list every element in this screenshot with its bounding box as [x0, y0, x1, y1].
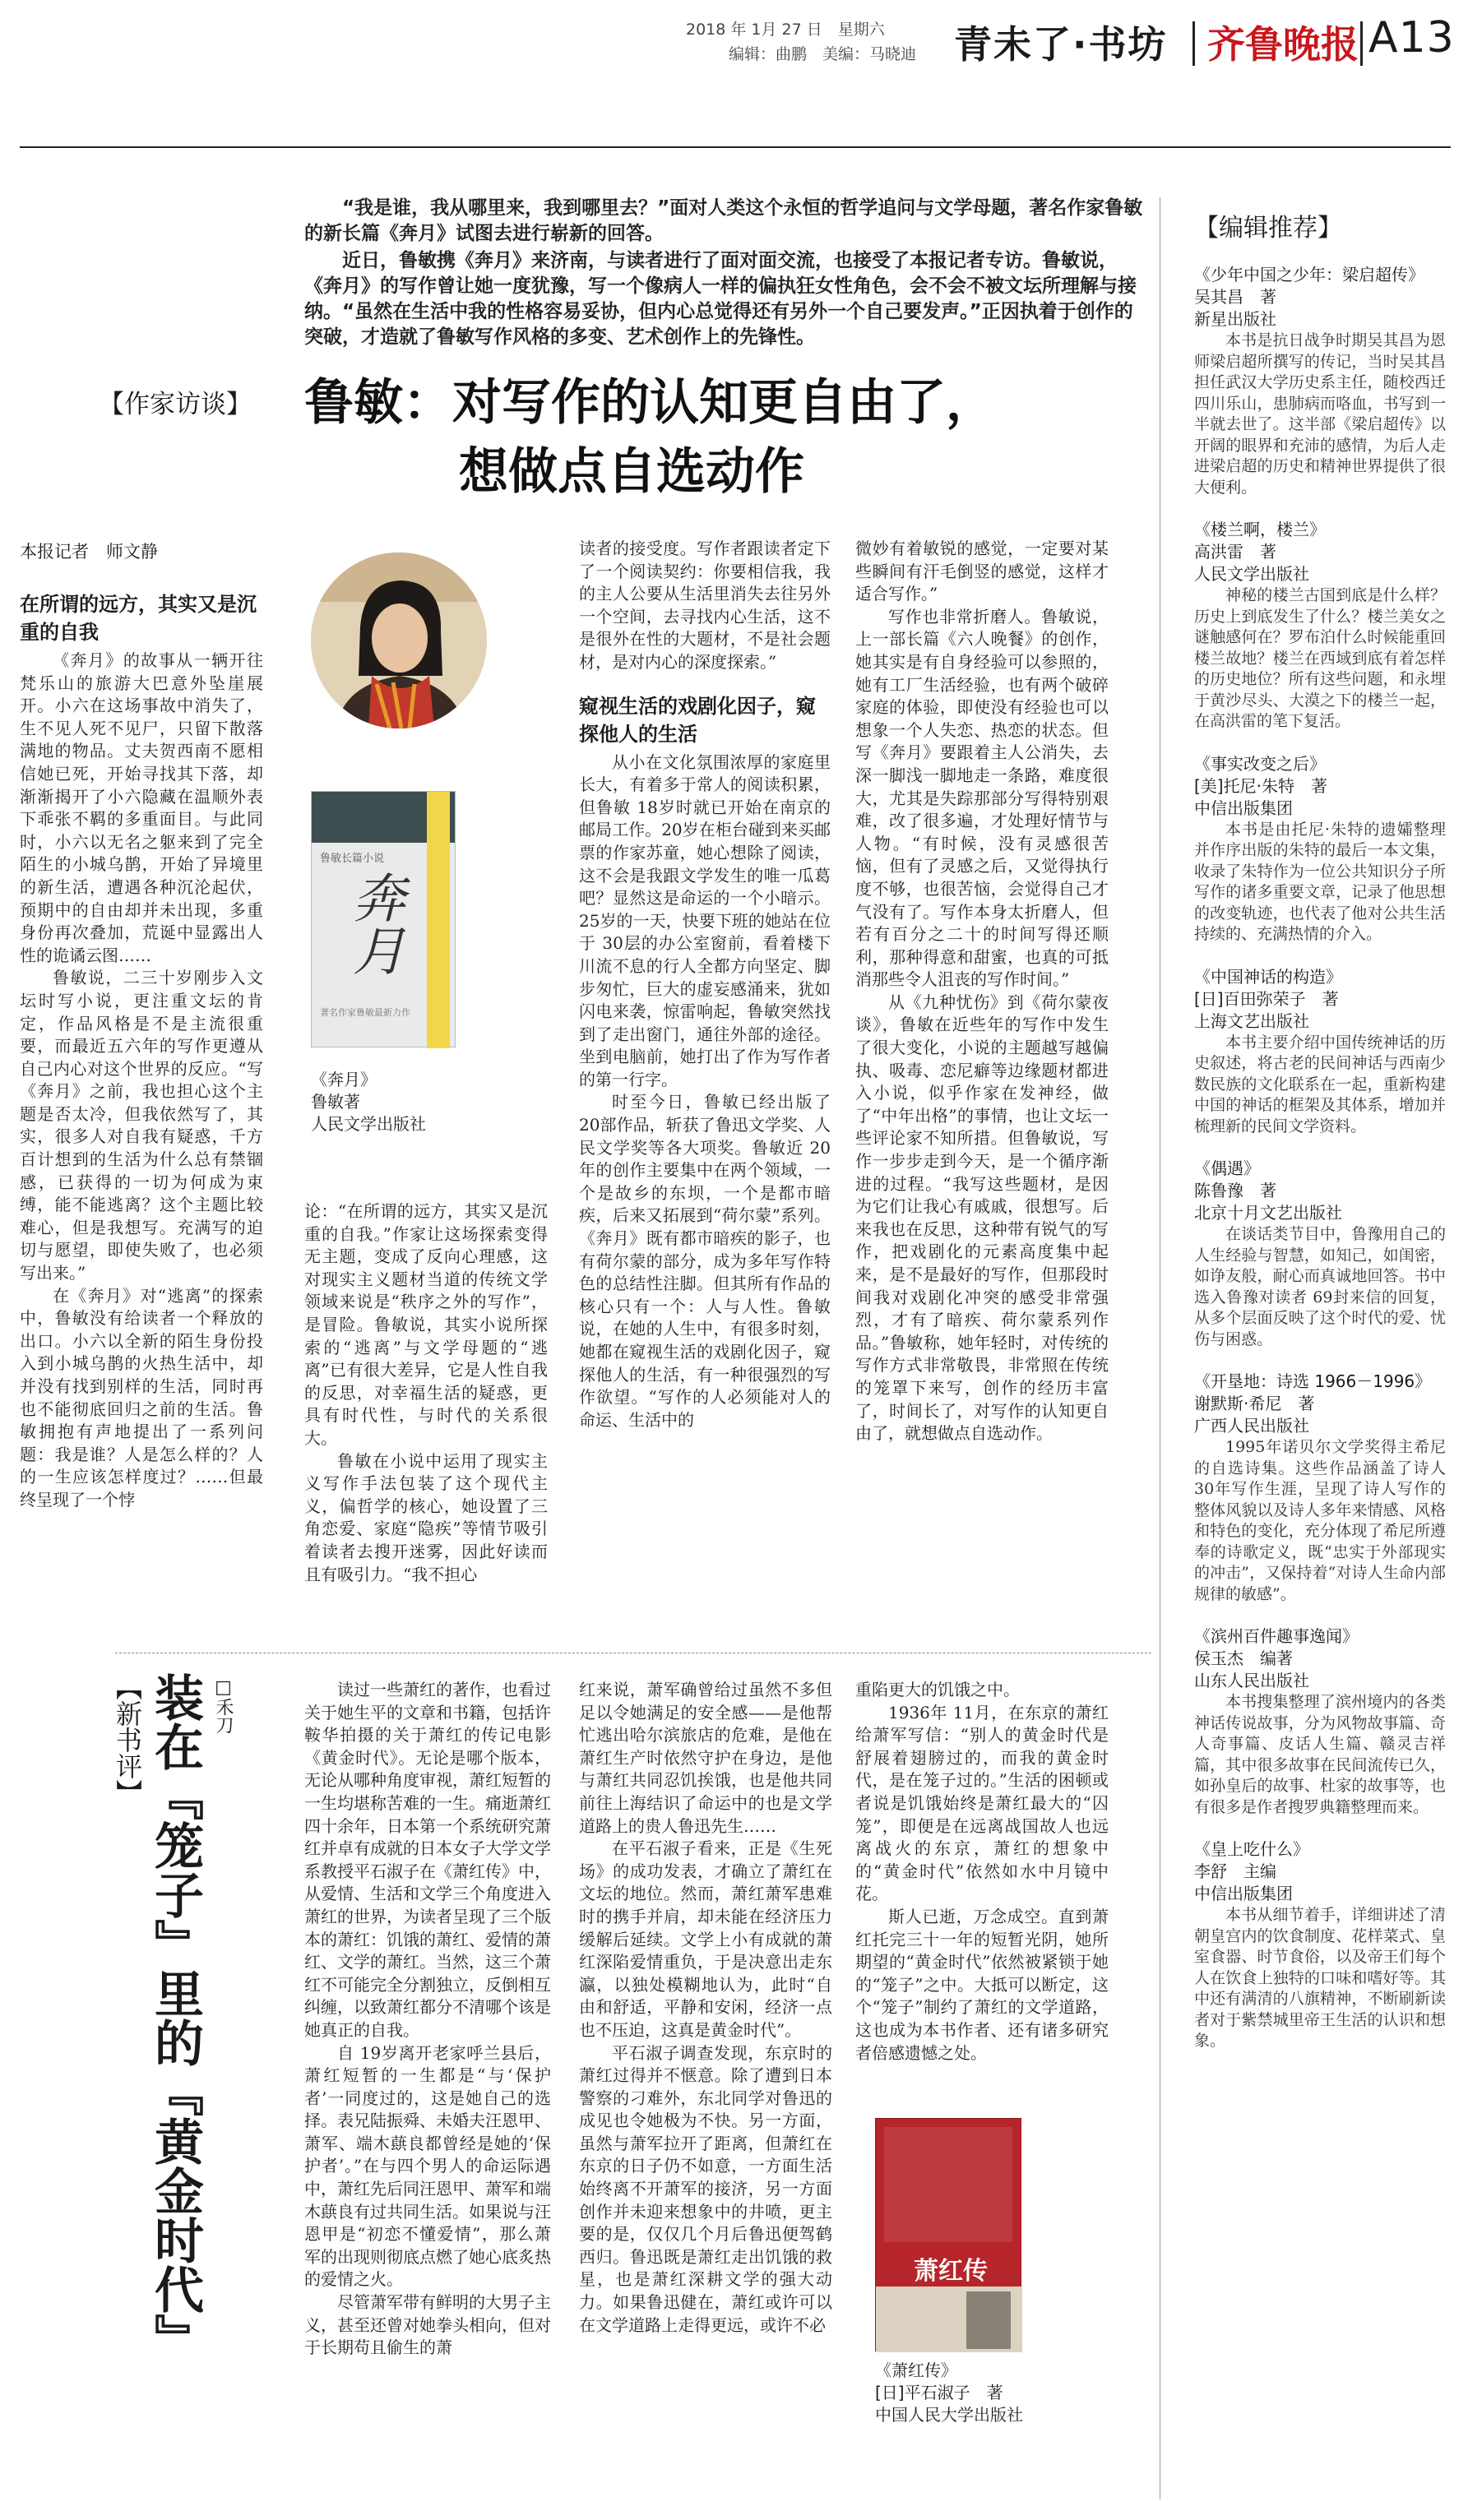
body-paragraph: 在平石淑子看来，正是《生死场》的成功发表，才确立了萧红在文坛的地位。然而，萧红萧军患难时的携手并肩，却未能在经济压力缓解后延续。文学上小有成就的萧红深陷爱情重负，于是决意出走东瀛，以独处模糊地认为，此时“自由和舒适，平静和安闲，经济一点也不压迫，这真是黄金时代”。	[579, 1838, 832, 2040]
book-caption	[875, 2360, 1023, 2426]
recommend-item	[1194, 263, 1446, 498]
body-paragraph: 重陷更大的饥饿之中。	[855, 1680, 1020, 1699]
cover-title: 奔月	[344, 871, 405, 976]
recommend-title: 《楼兰啊，楼兰》	[1194, 520, 1326, 539]
recommend-summary: 本书搜集整理了滨州境内的各类神话传说故事，分为风物故事篇、奇人奇事篇、皮话人生篇、赣灵吉祥篇，其中很多故事在民间流传已久，如孙皇后的故事、杜家的故事等，也有很多是作者搜罗典籍整理而来。	[1194, 1693, 1446, 1816]
interview-section-tag: 【作家访谈】	[99, 390, 252, 419]
recommend-item	[1194, 965, 1446, 1138]
interview-column-3	[579, 538, 831, 1431]
cover-note: 著名作家鲁敏最新力作	[320, 1007, 410, 1018]
recommend-title: 《中国神话的构造》	[1194, 966, 1342, 987]
recommend-summary: 1995年诺贝尔文学奖得主希尼的自选诗集。这些作品涵盖了诗人 30年写作生涯，呈现了诗人写作的整体风貌以及诗人多年来情感、风格和特色的变化，充分体现了希尼所遵奉的诗歌定义，既“忠实于外部现实的冲击”，又保持着“对诗人生命内部规律的敏感”。	[1194, 1438, 1446, 1603]
body-paragraph: 写作也非常折磨人。鲁敏说，上一部长篇《六人晚餐》的创作，她其实是有自身经验可以参照的，她有工厂生活经验，也有两个破碎家庭的体验，即使没有经验也可以想象一个人失恋、热恋的状态。但写《奔月》要跟着主人公消失，去深一脚浅一脚地走一条路，难度很大，尤其是失踪那部分写得特别艰难，改了很多遍，才处理好情节与人物。“有时候，没有灵感很苦恼，但有了灵感之后，又觉得执行度不够，也很苦恼，会觉得自己才气没有了。写作本身太折磨人，但若有百分之二十的时间写得还顺利，那种得意和甜蜜，也真的可抵消那些令人沮丧的写作时间。”	[855, 606, 1109, 990]
recommend-publisher: 人民文学出版社	[1194, 564, 1309, 584]
recommend-author: 谢默斯·希尼 著	[1194, 1394, 1315, 1413]
review-column-2	[579, 1679, 832, 2337]
body-paragraph: 微妙有着敏锐的感觉，一定要对某些瞬间有汗毛倒竖的感觉，这样才适合写作。”	[855, 539, 1109, 604]
headline-line: 想做点自选动作	[459, 443, 804, 501]
body-paragraph: 平石淑子调查发现，东京时的萧红过得并不惬意。除了遭到日本警察的刁难外，东北同学对鲁迅的成见也令她极为不快。另一方面，虽然与萧军拉开了距离，但萧红在东京的日子仍不如意，一方面生活始终离不开萧军的接济，另一方面创作并未迎来想象中的井喷，更主要的是，仅仅几个月后鲁迅便驾鹤西归。鲁迅既是萧红走出饥饿的救星，也是萧红深耕文学的强大动力。如果鲁迅健在，萧红或许可以在文学道路上走得更远，或许不必	[579, 2042, 832, 2335]
recommend-item	[1194, 1625, 1446, 1818]
recommend-summary: 本书从细节着手，详细讲述了清朝皇宫内的饮食制度、花样菜式、皇室食器、时节食俗，以及帝王们每个人在饮食上独特的口味和嗜好等。其中还有满清的八旗精神，不断刷新读者对于紫禁城里帝王生活的认识和想象。	[1194, 1906, 1446, 2050]
recommend-item	[1194, 518, 1446, 733]
recommend-list	[1194, 263, 1446, 2072]
book-publisher: 人民文学出版社	[311, 1114, 426, 1134]
body-paragraph: 《奔月》的故事从一辆开往梵乐山的旅游大巴意外坠崖展开。小六在这场事故中消失了，生不见人死不见尸，只留下散落满地的物品。丈夫贺西南不愿相信她已死，开始寻找其下落，却渐渐揭开了小六隐藏在温顺外表下乖张不羁的多重面目。与此同时，小六以无名之躯来到了完全陌生的小城乌鹊，开始了异境里的新生活，遭遇各种沉沦起伏，预期中的自由却并未出现，多重身份再次叠加，荒诞中显露出人性的诡谲云图……	[20, 650, 263, 965]
body-paragraph: 时至今日，鲁敏已经出版了 20部作品，斩获了鲁迅文学奖、人民文学奖等各大项奖。鲁敏近 20年的创作主要集中在两个领域，一个是故乡的东坝，一个是都市暗疾，后来又拓展到“荷尔蒙”系列。《奔月》既有都市暗疾的影子，也有荷尔蒙的部分，成为多年写作特色的总结性注脚。但其所有作品的核心只有一个：人与人性。鲁敏说，在她的人生中，有很多时刻，她都在窥视生活的戏剧化因子，窥探他人的生活，有一种很强烈的写作欲望。“写作的人必须能对人的命运、生活中的	[579, 1092, 831, 1430]
review-headline: 装在『笼子』里的『黄金时代』	[146, 1672, 204, 2363]
header-rule	[20, 146, 1451, 148]
subheading: 在所谓的远方，其实又是沉重的自我	[20, 593, 257, 644]
newspaper-brand: 齐鲁晚报	[1207, 22, 1359, 67]
recommend-publisher: 中信出版集团	[1194, 798, 1293, 818]
review-column-1	[304, 1679, 551, 2360]
recommend-title: 《皇上吃什么》	[1194, 1839, 1309, 1859]
recommend-publisher: 新星出版社	[1194, 309, 1276, 329]
recommend-author: [美]托尼·朱特 著	[1194, 775, 1327, 796]
recommend-title: 《事实改变之后》	[1194, 753, 1326, 774]
header-divider	[1360, 21, 1363, 66]
body-paragraph: 读过一些萧红的著作，也看过关于她生平的文章和书籍，包括许鞍华拍摄的关于萧红的传记电影《黄金时代》。无论是哪个版本，无论从哪种角度审视，萧红短暂的一生均堪称苦难的一生。痛逝萧红四十余年，日本第一个系统研究萧红并卓有成就的日本女子大学文学系教授平石淑子在《萧红传》中，从爱情、生活和文学三个角度进入萧红的世界，为读者呈现了三个版本的萧红：饥饿的萧红、爱情的萧红、文学的萧红。当然，这三个萧红不可能完全分割独立，反倒相互纠缠，以致萧红都分不清哪个该是她真正的自我。	[304, 1680, 551, 2040]
recommend-summary: 神秘的楼兰古国到底是什么样？历史上到底发生了什么？楼兰美女之谜触感何在？罗布泊什么时候能重回楼兰故地？楼兰在西域到底有着怎样的历史地位？所有这些问题，和永埋于黄沙尽头、大漠之下的楼兰一起，在高洪雷的笔下复活。	[1194, 586, 1446, 730]
recommend-author: 吴其昌 著	[1194, 287, 1276, 307]
issue-date: 2018 年 1月 27 日 星期六	[686, 21, 885, 39]
book-title: 《萧红传》	[875, 2360, 957, 2380]
intro-paragraph: 近日，鲁敏携《奔月》来济南，与读者进行了面对面交流，也接受了本报记者专访。鲁敏说，《奔月》的写作曾让她一度犹豫，写一个像病人一样的偏执狂女性角色，会不会不被文坛所理解与接纳。“虽然在生活中我的性格容易妥协，但内心总觉得还有另外一个自己要发声。”正因执着于创作的突破，才造就了鲁敏写作风格的多变、艺术创作上的先锋性。	[304, 250, 1137, 348]
article-intro	[304, 196, 1143, 350]
recommend-publisher: 山东人民出版社	[1194, 1671, 1309, 1690]
recommend-author: [日]百田弥荣子 著	[1194, 988, 1339, 1009]
recommend-summary: 在谈话类节目中，鲁豫用自己的人生经验与智慧，如知己，如闺密，如诤友般，耐心而真诚地回答。书中选入鲁豫对读者 69封来信的回复，从多个层面反映了这个时代的爱、忧伤与困惑。	[1194, 1225, 1446, 1348]
subheading: 窥视生活的戏剧化因子，窥探他人的生活	[579, 694, 816, 746]
headline-line: 鲁敏：对写作的认知更自由了，	[304, 374, 995, 432]
body-paragraph: 论：“在所谓的远方，其实又是沉重的自我。”作家让这场探索变得无主题，变成了反向心理感，这对现实主义题材当道的传统文学领域来说是“秩序之外的写作”，是冒险。鲁敏说，其实小说所探索的“逃离”与文学母题的“逃离”已有很大差异，它是人性自我的反思，对幸福生活的疑惑，更具有时代性，与时代的关系很大。	[304, 1201, 548, 1448]
recommend-publisher: 中信出版集团	[1194, 1884, 1293, 1903]
recommend-author: 高洪雷 著	[1194, 542, 1276, 562]
recommend-author: 陈鲁豫 著	[1194, 1181, 1276, 1200]
body-paragraph: 读者的接受度。写作者跟读者定下了一个阅读契约：你要相信我，我的主人公要从生活里消失去往另外一个空间，去寻找内心生活，这不是很外在性的大题材，不是社会题材，是对内心的深度探索。”	[579, 539, 831, 672]
review-section-tag: 【新书评】	[112, 1674, 143, 1806]
review-column-3	[855, 1679, 1109, 2065]
recommend-summary: 本书主要介绍中国传统神话的历史叙述，将古老的民间神话与西南少数民族的文化联系在一起，重新构建中国的神话的框架及其体系，增加并梳理新的民间文学资料。	[1194, 1033, 1446, 1135]
body-paragraph: 鲁敏说，二三十岁刚步入文坛时写小说，更注重文坛的肯定，作品风格是不是主流很重要，而最近五六年的写作更遵从自己内心对这个世界的反应。“写《奔月》之前，我也担心这个主题是否太冷，但我依然写了，其实，很多人对自我有疑惑，千方百计想到的生活为什么总有禁锢感，已获得的一切为何成为束缚，能不能逃离？这个主题比较难心，但是我想写。充满写的迫切与愿望，即使失败了，也必须写出来。”	[20, 968, 263, 1283]
recommend-item	[1194, 1157, 1446, 1350]
book-title: 《奔月》	[311, 1070, 377, 1089]
header-divider	[1192, 21, 1195, 66]
book-author: [日]平石淑子 著	[875, 2383, 1003, 2402]
interview-column-2	[304, 1200, 548, 1586]
recommend-item	[1194, 752, 1446, 946]
recommend-summary: 本书是抗日战争时期吴其昌为恩师梁启超所撰写的传记，当时吴其昌担任武汉大学历史系主任，随校西迁四川乐山，患肺病而咯血，书写到一半就去世了。这半部《梁启超传》以开阔的眼界和充沛的感情，为后人走进梁启超的历史和精神世界提供了很大便利。	[1194, 331, 1446, 497]
cover-subtitle: 鲁敏长篇小说	[320, 853, 385, 865]
interview-column-1	[20, 585, 263, 1512]
body-paragraph: 从小在文化氛围浓厚的家庭里长大，有着多于常人的阅读积累，但鲁敏 18岁时就已开始在南京的邮局工作。20岁在柜台碰到来买邮票的作家苏童，她心想除了阅读，这不会是我跟文学发生的唯一瓜葛吧？显然这是命运的一个小暗示。25岁的一天，快要下班的她站在位于 30层的办公室窗前，看着楼下川流不息的行人全都方向坚定、脚步匆忙，巨大的虚妄感涌来，犹如闪电来袭，惊雷响起，鲁敏突然找到了走出窗门，通往外部的途径。坐到电脑前，她打出了作为写作者的第一行字。	[579, 751, 831, 1089]
cover-title: 萧红传	[914, 2257, 988, 2286]
recommend-author: 李舒 主编	[1194, 1861, 1276, 1881]
book-cover-xiaohong	[875, 2118, 1021, 2351]
recommend-publisher: 北京十月文艺出版社	[1194, 1203, 1342, 1223]
recommend-title: 《开垦地：诗选 1966－1996》	[1194, 1371, 1432, 1391]
recommend-summary: 本书是由托尼·朱特的遗孀整理并作序出版的朱特的最后一本文集，收录了朱特作为一位公共知识分子所写作的诸多重要文章，记录了他思想的改变轨迹，也代表了他对公共生活持续的、充满热情的介入。	[1194, 820, 1446, 943]
reporter-byline: 本报记者 师文静	[20, 542, 158, 562]
body-paragraph: 在《奔月》对“逃离”的探索中，鲁敏没有给读者一个释放的出口。小六以全新的陌生身份投入到小城乌鹊的火热生活中，却并没有找到别样的生活，同时再也不能彻底回归之前的生活。鲁敏拥抱有声地提出了一系列问题：我是谁？人是怎么样的？人的一生应该怎样度过？……但最终呈现了一个悖	[20, 1285, 263, 1510]
interview-column-4	[855, 538, 1109, 1445]
book-cover-benyue	[311, 791, 456, 1047]
body-paragraph: 斯人已逝，万念成空。直到萧红托完三十一年的短暂光阴，她所期望的“黄金时代”依然被紧锁于她的“笼子”之中。大抵可以断定，这个“笼子”制约了萧红的文学道路，这也成为本书作者、还有诸多研究者倍感遗憾之处。	[855, 1906, 1109, 2063]
recommend-item	[1194, 1370, 1446, 1605]
recommend-title: 《偶遇》	[1194, 1158, 1260, 1178]
recommend-item	[1194, 1838, 1446, 2052]
body-paragraph: 尽管萧军带有鲜明的大男子主义，甚至还曾对她拳头相向，但对于长期苟且偷生的萧	[304, 2292, 551, 2358]
body-paragraph: 从《九种忧伤》到《荷尔蒙夜谈》，鲁敏在近些年的写作中发生了很大变化，小说的主题越写越偏执、吸毒、恋尼癖等边缘题材都进入小说，似乎作家在发神经，做了“中年出格”的事情，也让文坛一些评论家不知所措。但鲁敏说，写作一步步走到今天，是一个循序渐进的过程。“我写这些题材，是因为它们让我心有戚戚，很想写。后来我也在反思，这种带有锐气的写作，把戏剧化的元素高度集中起来，是不是最好的写作，但那段时间我对戏剧化冲突的感受非常强烈，才有了暗疾、荷尔蒙系列作品。”鲁敏称，她年轻时，对传统的写作方式非常敬畏，非常照在传统的笼罩下来写，创作的经历丰富了，时间长了，对写作的认知更自由了，就想做点自选动作。	[855, 992, 1109, 1444]
book-caption	[311, 1069, 426, 1135]
recommend-title: 《少年中国之少年：梁启超传》	[1194, 265, 1424, 284]
section-title: 青未了·书坊	[954, 22, 1168, 67]
body-paragraph: 红来说，萧军确曾给过虽然不多但足以令她满足的安全感——是他帮忙逃出哈尔滨旅店的危难，是他在萧红生产时依然守护在身边，是他与萧红共同忍饥挨饿，也是他共同前往上海结识了命运中的也是文学道路上的贵人鲁迅先生……	[579, 1680, 832, 1836]
intro-paragraph: “我是谁，我从哪里来，我到哪里去？”面对人类这个永恒的哲学追问与文学母题，著名作家鲁敏的新长篇《奔月》试图去进行崭新的回答。	[304, 197, 1143, 244]
review-author: □禾刀	[213, 1677, 234, 1734]
body-paragraph: 鲁敏在小说中运用了现实主义写作手法包装了这个现代主义，偏哲学的核心，她设置了三角恋爱、家庭“隐疾”等情节吸引着读者去搜开迷雾，因此好读而且有吸引力。“我不担心	[304, 1450, 548, 1584]
book-author: 鲁敏著	[311, 1092, 360, 1112]
body-paragraph: 1936年 11月，在东京的萧红给萧军写信：“别人的黄金时代是舒展着翅膀过的，而我的黄金时代，是在笼子过的。”生活的困顿或者说是饥饿始终是萧红最大的“囚笼”，即便是在远离战国故人也远离战火的东京，萧红的想象中的“黄金时代”依然如水中月镜中花。	[855, 1702, 1109, 1904]
recommend-title: 《滨州百件趣事逸闻》	[1194, 1626, 1359, 1646]
recommend-author: 侯玉杰 编著	[1194, 1648, 1293, 1668]
book-publisher: 中国人民大学出版社	[875, 2405, 1023, 2425]
interview-headline	[304, 368, 1176, 506]
page-number: A13	[1368, 13, 1455, 62]
recommend-publisher: 广西人民出版社	[1194, 1416, 1309, 1436]
recommend-publisher: 上海文艺出版社	[1194, 1010, 1309, 1031]
body-paragraph: 自 19岁离开老家呼兰县后，萧红短暂的一生都是“与‘保护者’一同度过的，这是她自己的选择。表兄陆振舜、未婚夫汪恩甲、萧军、端木蕻良都曾经是她的‘保护者’。”在与四个男人的命运际遇中，萧红先后同汪恩甲、萧军和端木蕻良有过共同生活。如果说与汪恩甲是“初恋不懂爱情”，那么萧军的出现则彻底点燃了她心底炙热的爱情之火。	[304, 2042, 551, 2290]
sidebar-heading: 【编辑推荐】	[1194, 214, 1342, 243]
author-portrait	[311, 553, 487, 728]
editor-credits: 编辑：曲鹏 美编：马晓迪	[729, 45, 917, 63]
